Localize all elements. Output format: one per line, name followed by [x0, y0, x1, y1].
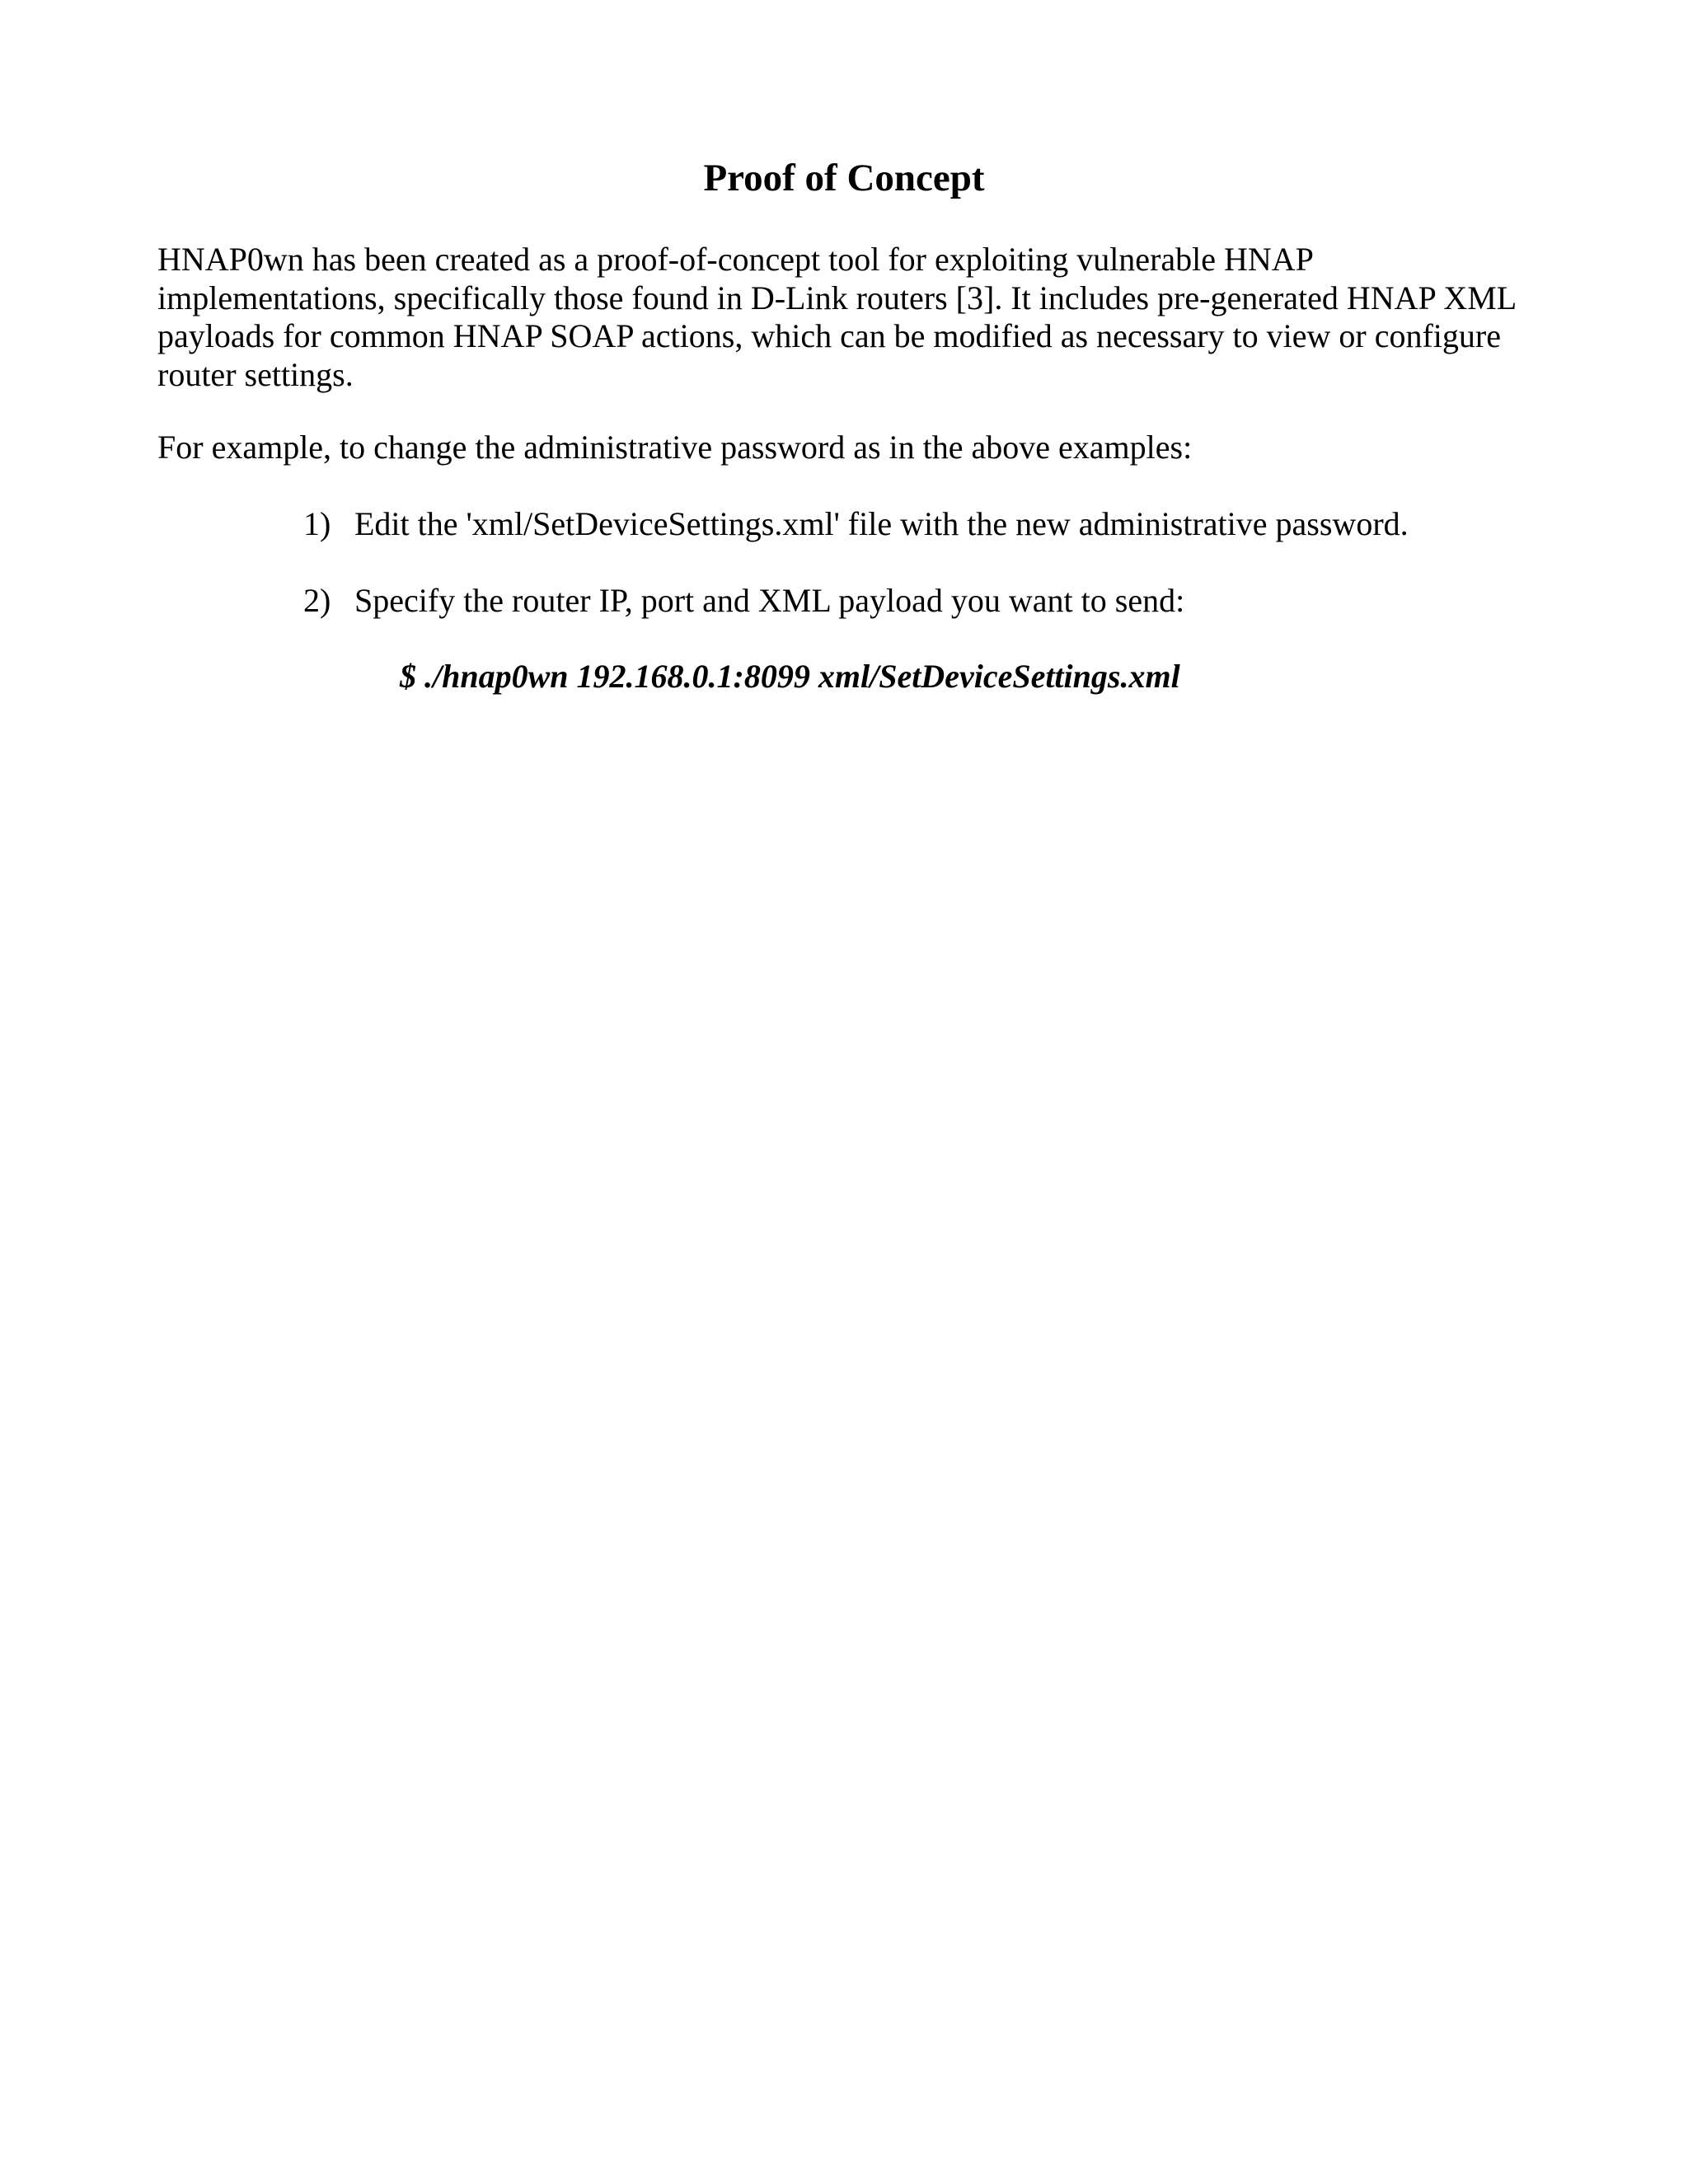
- example-intro-paragraph: For example, to change the administrative password as in the above examples:: [157, 429, 1193, 466]
- list-item: [303, 505, 1409, 544]
- step-number: 2): [303, 582, 331, 619]
- step-text: Edit the 'xml/SetDeviceSettings.xml' file with the new administrative password.: [354, 505, 1409, 542]
- list-item: [303, 582, 1184, 621]
- page-title: Proof of Concept: [703, 157, 985, 199]
- intro-paragraph: HNAP0wn has been created as a proof-of-concept tool for exploiting vulnerable HNAP implementations, specifically those found in D-Link routers [3]. It includes pre-generated HNAP XML payloads for common HNAP SOAP actions, which can be modified as necessary to view or configure router settings.: [157, 241, 1516, 393]
- step-text: Specify the router IP, port and XML payload you want to send:: [354, 582, 1185, 619]
- step-number: 1): [303, 505, 331, 542]
- command-line: $ ./hnap0wn 192.168.0.1:8099 xml/SetDeviceSettings.xml: [400, 658, 1180, 695]
